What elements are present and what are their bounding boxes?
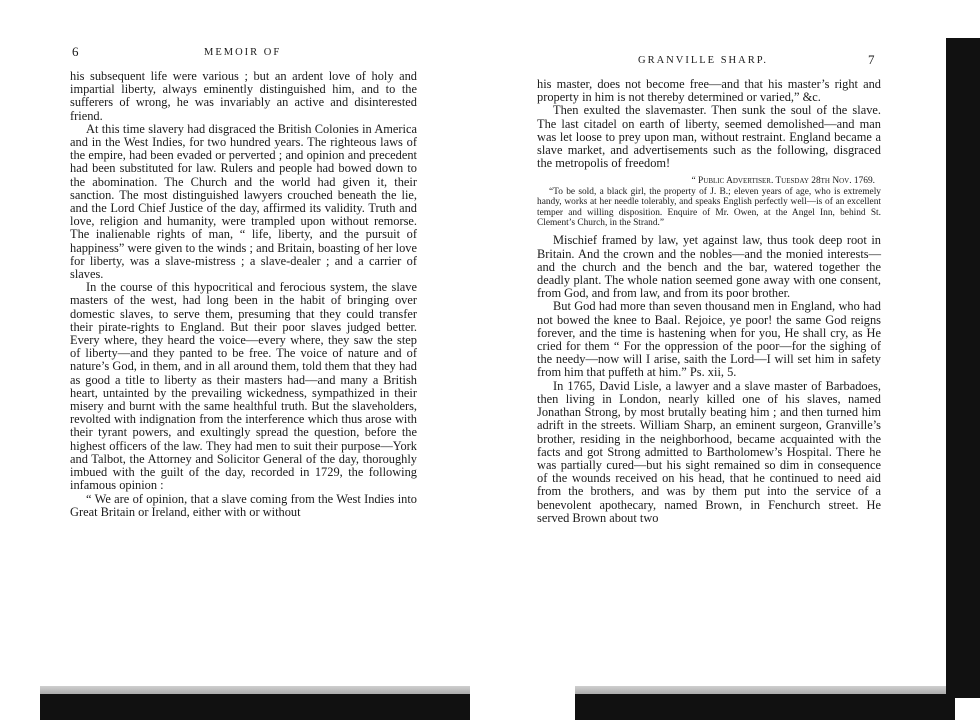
- running-head-right: GRANVILLE SHARP.: [638, 55, 769, 66]
- left-paragraph: At this time slavery had disgraced the British Colonies in America and in the West Indies, for two hundred years. The righteous laws of the empire, had been evaded or perverted ; and opinion and precedent had been substituted for law. Rulers and people had bowed down to the abomination. The Church and the world had given it, their sanction. The most distinguished lawyers crouched beneath the lie, and the Lord Chief Justice of the day, affirmed its validity. Truth and love, religion and humanity, were trampled upon without remorse. The inalienable rights of man, “ life, liberty, and the pursuit of happiness” were given to the winds ; and Britain, boasting of her love for liberty, was a slave-mistress ; a slave-dealer ; and a carrier of slaves.: [70, 121, 417, 282]
- advertisement-body: “To be sold, a black girl, the property of J. B.; eleven years of age, who is extremely handy, works at her needle tolerably, and speaks English perfectly well—is of an excellent temper and willing disposition. Enquire of Mr. Owen, at the Angel Inn, behind St. Clement’s Church, in the Strand.”: [537, 186, 881, 229]
- running-head-left: MEMOIR OF: [204, 47, 282, 58]
- page-number-right: 7: [868, 52, 875, 67]
- right-text-column: [537, 78, 881, 525]
- right-paragraph: his master, does not become free—and that his master’s right and property in him is not thereby determined or varied,” &c.: [537, 77, 881, 105]
- right-paragraph: Then exulted the slavemaster. Then sunk the soul of the slave. The last citadel on earth of liberty, seemed demolished—and man was let loose to prey upon man, without restraint. England became a slave market, and advertisements such as the following, disgraced the metropolis of freedom!: [537, 103, 881, 171]
- right-paragraph: Mischief framed by law, yet against law, thus took deep root in Britain. And the crown and the nobles—and the monied interests—and the church and the bench and the bar, watered together the deadly plant. The whole nation seemed gone away with one consent, from God, and from law, and from its poor brother.: [537, 233, 881, 301]
- right-paragraph: But God had more than seven thousand men in England, who had not bowed the knee to Baal. Rejoice, ye poor! the same God reigns forever, and the time is hastening when for you, He shall cry, as He cried for them “ For the oppression of the poor—for the sighing of the needy—now will I arise, saith the Lord—I will set him in safety from him that puffeth at him.” Ps. xii, 5.: [537, 299, 881, 380]
- left-paragraph: “ We are of opinion, that a slave coming from the West Indies into Great Britain or Ireland, either with or without: [70, 491, 417, 519]
- scan-border-right: [946, 38, 980, 698]
- advertisement-heading: “ Public Advertiser. Tuesday 28th Nov. 1769.: [691, 176, 875, 187]
- page-number-left: 6: [72, 44, 79, 59]
- right-page: [490, 0, 980, 720]
- advertisement-quote: [537, 176, 881, 228]
- scan-border-bottom-left: [40, 694, 470, 720]
- left-paragraph: his subsequent life were various ; but an ardent love of holy and impartial liberty, always eminently distinguished him, and to the sufferers of wrong, he was invariably an active and disinterested friend.: [70, 69, 417, 123]
- scan-border-bottom-right: [575, 694, 955, 720]
- left-text-column: [70, 70, 417, 519]
- left-paragraph: In the course of this hypocritical and ferocious system, the slave masters of the west, had long been in the habit of bringing over domestic slaves, to serve them, presuming that they could transfer their pirate-rights to England. But their poor slaves judged better. Every where, they heard the voice—every where, they saw the step of liberty—and they panted to be free. The voice of nature and of nature’s God, in them, and in all around them, told them that they had as good a title to liberty as their masters had—and many a British heart, untainted by the prevailing wickedness, sympathized in their misery and burnt with the same healthful truth. But the slaveholders, revolted with indignation from the interference which thus arose with their tyrant powers, and exultingly spread the question, before the highest officers of the law. They had men to suit their purpose—York and Talbot, the Attorney and Solicitor General of the day, thoroughly imbued with the guilt of the day, recorded in 1729, the following infamous opinion :: [70, 280, 417, 493]
- right-paragraph: In 1765, David Lisle, a lawyer and a slave master of Barbadoes, then living in London, nearly killed one of his slaves, named Jonathan Strong, by most brutally beating him ; and then turned him adrift in the streets. William Sharp, an eminent surgeon, Granville’s brother, residing in the neighborhood, became acquainted with the facts and got Strong admitted to Bartholomew’s Hospital. There he was partially cured—but his sight remained so dim in consequence of the wounds received on his head, that he continued to need aid from the brothers, and was by them put into the service of a benevolent apothecary, named Brown, in Fenchurch street. He served Brown about two: [537, 378, 881, 525]
